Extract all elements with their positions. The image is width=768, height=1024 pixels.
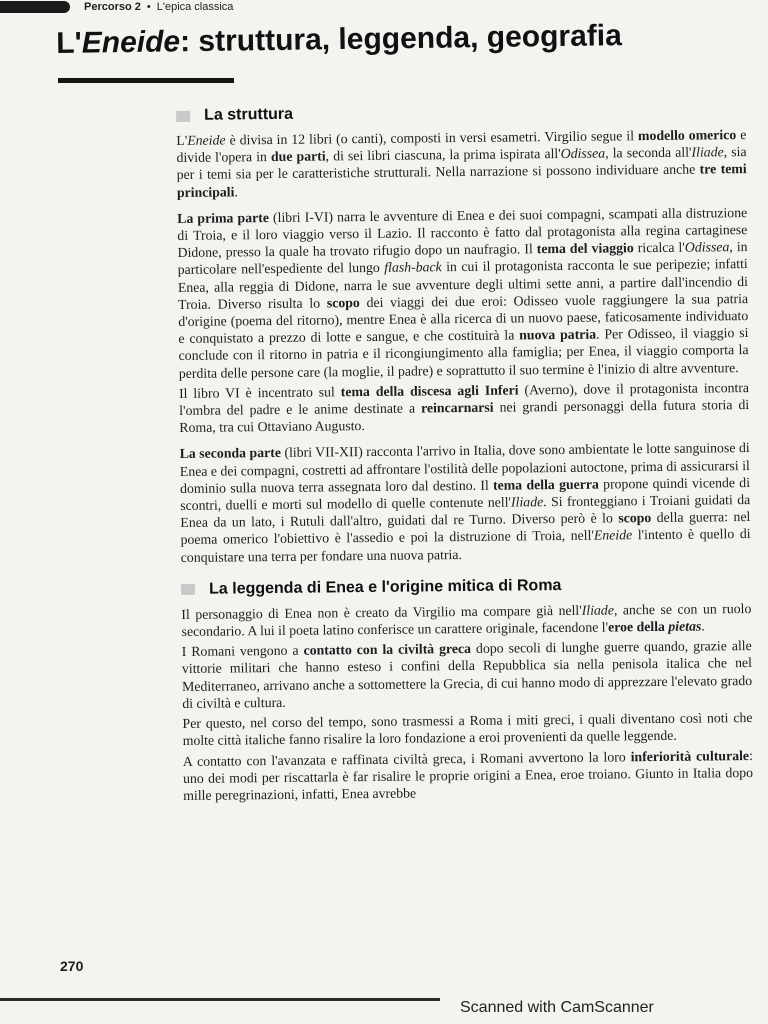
section-bullet-icon — [176, 110, 190, 121]
title-italic: Eneide — [81, 25, 181, 60]
italic-text: Odissea — [684, 239, 730, 255]
bold-text: due parti — [270, 148, 326, 165]
text-run: . Si fronteggiano i Troiani guidati da Enea da un lato, i Rutuli dall'altro, guidati dal re Turno. Diverso però è lo — [180, 492, 751, 531]
paragraph — [180, 439, 751, 565]
header-topic: L'epica classica — [156, 1, 234, 13]
text-run: dei viaggi dei due eroi: Odisseo vuole raggiungere la sua patria d'origine (poema del ritorno), mentre Enea è alla ricerca di un nuovo paese, faticosamente individuato e conquistato a prezzo di lotte e sangue, e che costituirà la — [178, 290, 749, 347]
bold-text: tema della discesa agli Inferi — [340, 382, 519, 400]
text-run: , di sei libri ciascuna, la prima ispirata all' — [325, 146, 561, 164]
scanner-watermark: Scanned with CamScanner — [460, 999, 654, 1016]
bold-text: La prima parte — [177, 209, 269, 226]
bold-text: tema del viaggio — [536, 240, 634, 257]
text-run: . Per Odisseo, il viaggio si conclude con il ritorno in patria e il ricongiungimento alla famiglia; per Enea, il viaggio comporta la perdita delle persone care (la moglie, il padre) e soprattutto il suo termine è l'inizio di altre avventure. — [178, 325, 749, 381]
paragraph — [177, 204, 749, 382]
section-heading-text: La struttura — [204, 105, 294, 124]
italic-text: Eneide — [593, 527, 633, 544]
italic-text: Eneide — [187, 132, 226, 148]
text-run: I Romani vengono a — [181, 642, 304, 660]
text-run: , la seconda all' — [605, 144, 692, 161]
text-run: L' — [176, 132, 188, 148]
text-run: , sia per i temi sia per le caratteristiche strutturali. Nella narrazione si possono individuare anche — [176, 144, 747, 183]
page-number: 270 — [60, 958, 84, 974]
text-run: , in particolare nell'espediente del lungo — [177, 239, 748, 278]
text-run: . — [234, 183, 238, 200]
page-title — [56, 14, 746, 64]
paragraph — [181, 600, 751, 640]
text-run: della guerra: nel poema omerico l'obiettivo è l'assedio e poi la distruzione di Troia, nell' — [180, 509, 751, 548]
paragraph — [176, 126, 747, 201]
bold-text: tre temi principali — [176, 161, 747, 200]
text-run: è divisa in 12 libri (o canti), composti in versi esametri. Virgilio segue il — [225, 128, 639, 148]
section-heading-text: La leggenda di Enea e l'origine mitica di Roma — [208, 576, 562, 598]
text-run: ricalca l' — [633, 239, 685, 256]
text-run: Il personaggio di Enea non è creato da Virgilio ma compare già nell' — [181, 602, 582, 622]
bold-text: eroe della — [608, 618, 669, 635]
bold-text: modello omerico — [637, 127, 737, 144]
text-run: : uno dei modi per riscattarla è far risalire le proprie origini a Enea, eroe troiano. Giunto in Italia dopo mille peregrinazioni, infatti, Enea avrebbe — [182, 747, 754, 803]
article-body — [176, 98, 753, 804]
bold-text: contatto con la civiltà greca — [303, 641, 472, 658]
bold-text: inferiorità culturale — [630, 747, 750, 764]
paragraph — [182, 637, 753, 712]
text-run: A contatto con l'avanzata e raffinata civiltà greca, i Romani avvertono la loro — [182, 748, 631, 769]
text-run: in cui il protagonista racconta le sue peripezie; infatti Enea, alla reggia di Didone, narra le sue avventure degli ultimi sette anni, a partire dall'incendio di Troia. Diverso risulta lo — [177, 256, 748, 312]
text-run: l'intento è quello di conquistare una terra per fondare una nuova patria. — [180, 526, 751, 565]
bold-text: pietas — [668, 618, 702, 634]
bold-text: nuova patria — [519, 326, 597, 343]
footer-rule — [0, 998, 440, 1001]
text-run: nei grandi personaggi della futura storia di Roma, tra cui Ottaviano Augusto. — [179, 397, 750, 436]
text-run: . — [701, 618, 705, 634]
text-run: Per questo, nel corso del tempo, sono trasmessi a Roma i miti greci, i quali diventano così noti che molte città italiche fanno risalire la loro fondazione a eroi provenienti da quelle leggende. — [182, 710, 753, 749]
paragraph — [179, 379, 750, 437]
text-run: dopo secoli di lunghe guerre quando, grazie alle vittorie militari che hanno esteso i confini della Repubblica sia nella penisola italica che nel Mediterraneo, arrivano anche a sottomettere la Grecia, di cui hanno modo di apprezzare l'elevato grado di civiltà e cultura. — [181, 638, 753, 711]
section-heading-leggenda — [181, 572, 751, 602]
title-rest: : struttura, leggenda, geografia — [179, 19, 623, 59]
bold-text: tema della guerra — [492, 476, 599, 493]
text-run: (libri I-VI) narra le avventure di Enea e dei suoi compagni, scampati alla distruzione di Troia, e il loro viaggio verso il Lazio. Il racconto è fatto dal protagonista alla regina cartaginese Didone, presso la quale ha trovato rifugio dopo un naufragio. Il — [177, 204, 748, 261]
header-separator: • — [146, 1, 151, 13]
italic-text: Iliade — [510, 494, 544, 510]
bold-text: La seconda parte — [179, 445, 282, 462]
text-run: propone quindi vicende di scontri, duelli e morti sul modello di quelle contenute nell' — [180, 474, 751, 514]
paragraph — [182, 709, 752, 749]
title-prefix: L' — [56, 26, 82, 60]
paragraph — [183, 746, 754, 804]
running-header — [0, 0, 768, 14]
text-run: e divide l'opera in — [176, 127, 747, 166]
section-bullet-icon — [181, 584, 195, 595]
text-run: (Averno), dove il protagonista incontra l'ombra del padre e le anime destinate a — [179, 379, 750, 419]
italic-text: Odissea — [560, 145, 606, 162]
bold-text: reincarnarsi — [420, 399, 494, 416]
text-run: Il libro VI è incentrato sul — [178, 384, 341, 401]
title-underline — [58, 78, 234, 83]
header-section: Percorso 2 — [84, 1, 141, 13]
text-run: (libri VII-XII) racconta l'arrivo in Italia, dove sono ambientate le lotte sanguinose di Enea e dei compagni, costretti ad affrontare l'ostilità delle popolazioni autoctone, prima di assicurarsi il dominio sulla nuova terra assegnata loro dal destino. Il — [179, 440, 750, 496]
header-tab-graphic — [0, 1, 70, 13]
bold-text: scopo — [326, 294, 360, 311]
italic-text: Iliade — [691, 144, 724, 160]
italic-text: Iliade — [581, 602, 614, 618]
section-heading-struttura — [176, 98, 746, 128]
text-run: , anche se con un ruolo secondario. A lui il poeta latino conferisce un carattere originale, facendone l' — [181, 600, 752, 640]
italic-text: flash-back — [384, 259, 442, 276]
bold-text: scopo — [618, 510, 652, 526]
